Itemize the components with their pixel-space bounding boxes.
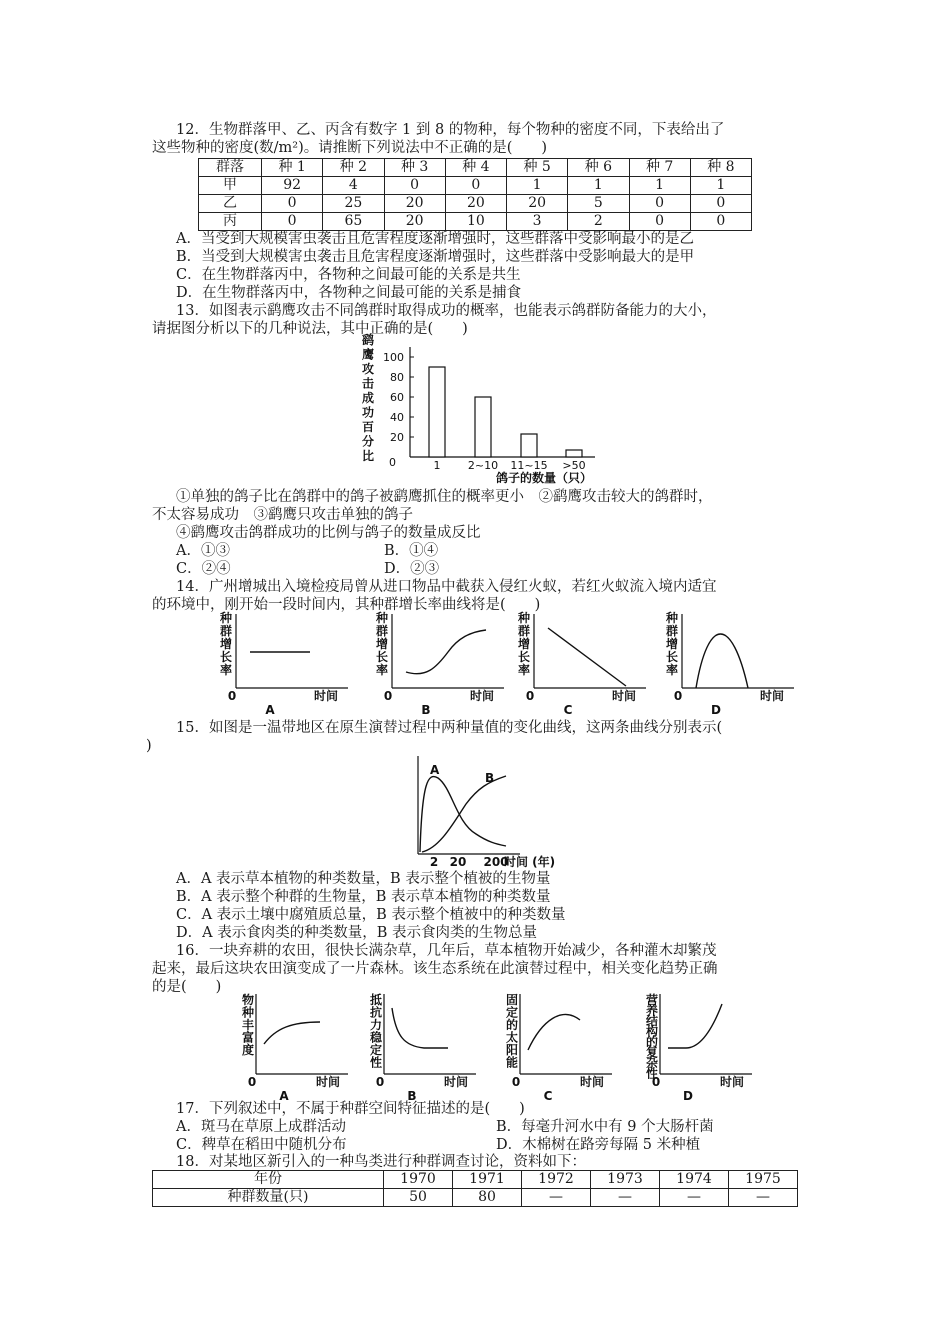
table-cell: 0 bbox=[262, 213, 323, 231]
trend-graph-xlabel: 时间 bbox=[720, 1075, 745, 1089]
bar bbox=[521, 434, 537, 457]
bar-y-tick-label: 20 bbox=[390, 431, 404, 444]
trend-graph-d bbox=[645, 992, 752, 1103]
q13-statement-1: ①单独的鸽子比在鸽群中的鸽子被鹞鹰抓住的概率更小 ②鹞鹰攻击较大的鸽群时， bbox=[176, 489, 713, 505]
table-header-row bbox=[199, 159, 752, 177]
table-cell: 1 bbox=[507, 177, 568, 195]
bar-x-tick-label: 1 bbox=[433, 459, 441, 472]
table-cell: 乙 bbox=[199, 195, 262, 213]
bar-x-tick-label: 2~10 bbox=[467, 459, 499, 472]
table-cell: 20 bbox=[384, 195, 445, 213]
q12-option-a: A．当受到大规模害虫袭击且危害程度逐渐增强时，这些群落中受影响最小的是乙 bbox=[176, 231, 694, 247]
trend-graph-ylabel: 物种丰富度 bbox=[242, 993, 255, 1057]
q17-option-c: C．稗草在稻田中随机分布 bbox=[176, 1137, 347, 1153]
growth-curve bbox=[406, 630, 486, 674]
origin-label: 0 bbox=[247, 1075, 257, 1089]
q13-option-c: C．②④ bbox=[176, 561, 231, 577]
trend-graph-b bbox=[369, 992, 476, 1103]
bird-population-table bbox=[152, 1170, 798, 1207]
table-header-cell: 1972 bbox=[522, 1171, 591, 1189]
bar-y-tick-label: 100 bbox=[383, 351, 404, 364]
table-header-cell: 种 6 bbox=[568, 159, 629, 177]
q12-option-d: D．在生物群落丙中，各物种之间最可能的关系是捕食 bbox=[176, 285, 522, 301]
curve-b-label: B bbox=[485, 771, 495, 785]
table-cell: 2 bbox=[568, 213, 629, 231]
trend-graph-caption: A bbox=[279, 1089, 289, 1103]
table-cell: 1 bbox=[629, 177, 690, 195]
growth-graph-xlabel: 时间 bbox=[612, 689, 637, 703]
q13-stem-1: 13．如图表示鹞鹰攻击不同鸽群时取得成功的概率，也能表示鸽群防备能力的大小， bbox=[176, 303, 717, 319]
trend-graph-caption: B bbox=[407, 1089, 417, 1103]
trend-graph-a bbox=[241, 992, 348, 1103]
bar-y-tick-label: 40 bbox=[390, 411, 404, 424]
succession-x-tick: 2 bbox=[429, 855, 439, 869]
table-row bbox=[153, 1189, 798, 1207]
growth-curve bbox=[696, 634, 748, 688]
growth-graph-xlabel: 时间 bbox=[314, 689, 339, 703]
q12-option-c: C．在生物群落丙中，各物种之间最可能的关系是共生 bbox=[176, 267, 521, 283]
table-header-cell: 群落 bbox=[199, 159, 262, 177]
q15-option-d: D．A 表示食肉类的种类数量，B 表示食肉类的生物总量 bbox=[176, 925, 537, 941]
table-row bbox=[199, 195, 752, 213]
bar-y-tick-label: 60 bbox=[390, 391, 404, 404]
table-header-cell: 种 2 bbox=[323, 159, 384, 177]
growth-graph-d bbox=[665, 610, 794, 717]
succession-x-tick: 200 bbox=[483, 855, 509, 869]
q12-stem-1: 12．生物群落甲、乙、丙含有数字 1 到 8 的物种，每个物种的密度不同，下表给出了 bbox=[176, 122, 725, 138]
table-header-cell: 1975 bbox=[729, 1171, 798, 1189]
q13-statement-2: 不太容易成功 ③鹞鹰只攻击单独的鸽子 bbox=[152, 507, 413, 523]
table-cell: — bbox=[591, 1189, 660, 1207]
q16-stem-1: 16．一块弃耕的农田，很快长满杂草，几年后，草本植物开始减少，各种灌木却繁茂 bbox=[176, 943, 717, 959]
table-cell: 10 bbox=[445, 213, 506, 231]
succession-line-chart bbox=[400, 752, 600, 870]
trend-curve bbox=[264, 1022, 320, 1044]
trend-curve bbox=[528, 1015, 580, 1050]
table-cell: 甲 bbox=[199, 177, 262, 195]
table-row bbox=[199, 213, 752, 231]
table-header-cell: 种 8 bbox=[690, 159, 751, 177]
q13-option-b: B．①④ bbox=[384, 543, 439, 559]
growth-graph-a bbox=[219, 610, 348, 717]
table-header-cell: 种 1 bbox=[262, 159, 323, 177]
q14-growth-rate-graphs bbox=[210, 608, 785, 717]
growth-graph-c bbox=[517, 610, 646, 717]
succession-x-tick: 20 bbox=[449, 855, 467, 869]
table-cell: 0 bbox=[384, 177, 445, 195]
bar-y-tick-label: 0 bbox=[389, 456, 396, 469]
origin-label: 0 bbox=[227, 689, 237, 703]
species-density-table bbox=[198, 158, 752, 231]
trend-graph-ylabel: 营养结构的复杂性 bbox=[646, 993, 659, 1081]
table-cell: 20 bbox=[384, 213, 445, 231]
table-cell: 80 bbox=[453, 1189, 522, 1207]
succession-xlabel: 时间 (年) bbox=[504, 855, 556, 869]
table-cell: 种群数量(只) bbox=[153, 1189, 384, 1207]
hawk-attack-bar-chart bbox=[340, 334, 640, 494]
table-cell: 25 bbox=[323, 195, 384, 213]
growth-graph-ylabel: 种群增长率 bbox=[518, 611, 531, 677]
bar bbox=[475, 397, 491, 457]
q13-option-d: D．②③ bbox=[384, 561, 440, 577]
origin-label: 0 bbox=[651, 1075, 661, 1089]
q13-stem-2: 请据图分析以下的几种说法，其中正确的是( ) bbox=[152, 321, 468, 337]
origin-label: 0 bbox=[383, 689, 393, 703]
table-header-row bbox=[153, 1171, 798, 1189]
trend-graph-ylabel: 抵抗力稳定性 bbox=[370, 993, 383, 1070]
table-header-cell: 种 3 bbox=[384, 159, 445, 177]
table-cell: 1 bbox=[568, 177, 629, 195]
table-header-cell: 种 4 bbox=[445, 159, 506, 177]
bar-y-tick-label: 80 bbox=[390, 371, 404, 384]
table-cell: 5 bbox=[568, 195, 629, 213]
trend-graph-c bbox=[506, 993, 612, 1103]
succession-curves bbox=[420, 776, 506, 852]
table-header-cell: 年份 bbox=[153, 1171, 384, 1189]
growth-graph-ylabel: 种群增长率 bbox=[220, 611, 233, 677]
bar-x-tick-label: >50 bbox=[562, 459, 586, 472]
table-cell: 4 bbox=[323, 177, 384, 195]
trend-graph-ylabel: 固定的太阳能 bbox=[506, 993, 519, 1070]
trend-graph-caption: C bbox=[543, 1089, 553, 1103]
origin-label: 0 bbox=[525, 689, 535, 703]
origin-label: 0 bbox=[511, 1075, 521, 1089]
table-cell: 0 bbox=[262, 195, 323, 213]
table-cell: — bbox=[522, 1189, 591, 1207]
table-header-cell: 1973 bbox=[591, 1171, 660, 1189]
curve-b bbox=[422, 776, 506, 852]
q15-option-b: B．A 表示整个种群的生物量，B 表示草本植物的种类数量 bbox=[176, 889, 551, 905]
growth-graph-xlabel: 时间 bbox=[470, 689, 495, 703]
bar-chart-ylabel: 鹞鹰攻击成功百分比 bbox=[362, 333, 375, 463]
trend-curve bbox=[392, 1008, 448, 1048]
table-header-cell: 1970 bbox=[384, 1171, 453, 1189]
growth-graph-caption: A bbox=[265, 703, 275, 717]
q16-succession-trend-graphs bbox=[236, 990, 756, 1102]
q14-stem-2: 的环境中，刚开始一段时间内，其种群增长率曲线将是( ) bbox=[152, 597, 541, 613]
q17-option-d: D．木棉树在路旁每隔 5 米种植 bbox=[496, 1137, 701, 1153]
trend-curve bbox=[668, 1004, 722, 1048]
bar bbox=[566, 450, 582, 457]
q17-option-a: A．斑马在草原上成群活动 bbox=[176, 1119, 346, 1135]
q16-stem-3: 的是( ) bbox=[152, 979, 222, 995]
trend-graph-xlabel: 时间 bbox=[316, 1075, 341, 1089]
growth-graph-xlabel: 时间 bbox=[760, 689, 785, 703]
q13-option-a: A．①③ bbox=[176, 543, 230, 559]
q16-stem-2: 起来，最后这块农田演变成了一片森林。该生态系统在此演替过程中，相关变化趋势正确 bbox=[152, 961, 718, 977]
growth-graph-caption: C bbox=[563, 703, 573, 717]
growth-curve bbox=[548, 628, 626, 686]
table-header-cell: 种 7 bbox=[629, 159, 690, 177]
growth-graph-ylabel: 种群增长率 bbox=[376, 611, 389, 677]
table-cell: 0 bbox=[629, 213, 690, 231]
table-cell: 丙 bbox=[199, 213, 262, 231]
q14-stem-1: 14．广州增城出入境检疫局曾从进口物品中截获入侵红火蚁，若红火蚁流入境内适宜 bbox=[176, 579, 717, 595]
table-row bbox=[199, 177, 752, 195]
table-cell: 0 bbox=[629, 195, 690, 213]
bar-chart-xlabel: 鸽子的数量（只） bbox=[496, 471, 593, 485]
origin-label: 0 bbox=[375, 1075, 385, 1089]
curve-a bbox=[420, 777, 506, 852]
table-header-cell: 1971 bbox=[453, 1171, 522, 1189]
q12-option-b: B．当受到大规模害虫袭击且危害程度逐渐增强时，这些群落中受影响最大的是甲 bbox=[176, 249, 695, 265]
q17-stem: 17．下列叙述中，不属于种群空间特征描述的是( ) bbox=[176, 1101, 525, 1117]
table-cell: 50 bbox=[384, 1189, 453, 1207]
bar-chart-bars bbox=[429, 367, 582, 457]
growth-graph-caption: B bbox=[421, 703, 431, 717]
trend-graph-caption: D bbox=[683, 1089, 693, 1103]
bar-x-tick-label: 11~15 bbox=[510, 459, 548, 472]
q13-statement-3: ④鹞鹰攻击鸽群成功的比例与鸽子的数量成反比 bbox=[176, 525, 481, 541]
table-cell: — bbox=[660, 1189, 729, 1207]
table-cell: 0 bbox=[690, 195, 751, 213]
bar bbox=[429, 367, 445, 457]
q15-stem-1: 15．如图是一温带地区在原生演替过程中两种量值的变化曲线，这两条曲线分别表示( bbox=[176, 720, 723, 736]
table-cell: 3 bbox=[507, 213, 568, 231]
table-cell: 20 bbox=[445, 195, 506, 213]
q15-stem-2: ) bbox=[146, 738, 152, 754]
origin-label: 0 bbox=[673, 689, 683, 703]
table-cell: 65 bbox=[323, 213, 384, 231]
q18-stem: 18．对某地区新引入的一种鸟类进行种群调查讨论，资料如下： bbox=[176, 1154, 586, 1170]
table-cell: 0 bbox=[690, 213, 751, 231]
trend-graph-xlabel: 时间 bbox=[580, 1075, 605, 1089]
q15-option-a: A．A 表示草本植物的种类数量，B 表示整个植被的生物量 bbox=[176, 871, 551, 887]
q15-option-c: C．A 表示土壤中腐殖质总量，B 表示整个植被中的种类数量 bbox=[176, 907, 566, 923]
table-cell: 92 bbox=[262, 177, 323, 195]
table-cell: — bbox=[729, 1189, 798, 1207]
table-header-cell: 1974 bbox=[660, 1171, 729, 1189]
table-cell: 0 bbox=[445, 177, 506, 195]
growth-graph-b bbox=[375, 610, 504, 717]
growth-graph-caption: D bbox=[711, 703, 721, 717]
trend-graph-xlabel: 时间 bbox=[444, 1075, 469, 1089]
q17-option-b: B．每毫升河水中有 9 个大肠杆菌 bbox=[496, 1119, 714, 1135]
table-header-cell: 种 5 bbox=[507, 159, 568, 177]
table-cell: 20 bbox=[507, 195, 568, 213]
growth-graph-ylabel: 种群增长率 bbox=[666, 611, 679, 677]
curve-a-label: A bbox=[430, 763, 440, 777]
succession-x-ticks bbox=[430, 855, 509, 869]
q12-stem-2: 这些物种的密度(数/m²)。请推断下列说法中不正确的是( ) bbox=[152, 140, 548, 156]
table-cell: 1 bbox=[690, 177, 751, 195]
